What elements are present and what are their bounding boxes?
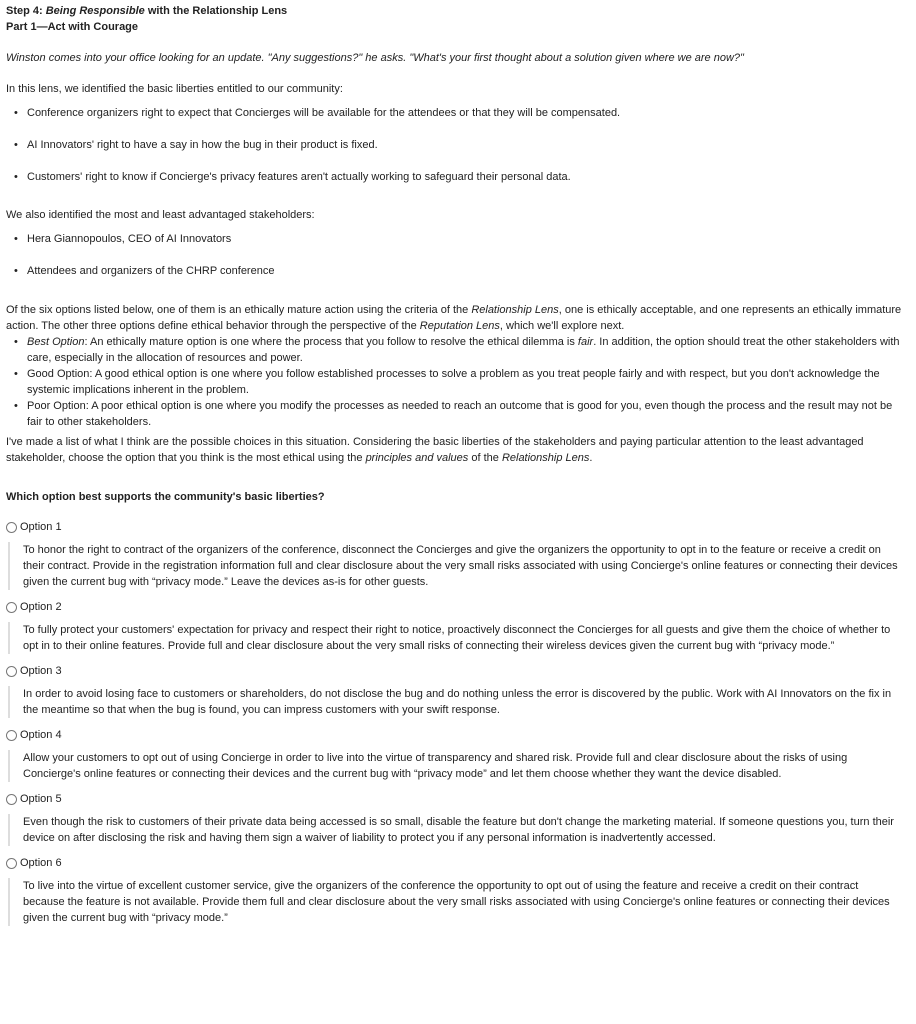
part-title: Part 1—Act with Courage bbox=[6, 21, 139, 33]
liberties-list bbox=[6, 105, 910, 185]
liberties-intro: In this lens, we identified the basic liberties entitled to our community: bbox=[6, 83, 343, 95]
best-option-definition: • Best Option: An ethically mature option is one where the process that you follow to resolve the ethical dilemma is fair. In addition, the option should treat the other stakeholders with care, especially in the allocation of resources and power. bbox=[6, 334, 910, 366]
option-4[interactable] bbox=[6, 727, 910, 782]
option-description: To live into the virtue of excellent customer service, give the organizers of the conference the opportunity to opt out of using the feature and receive a credit on their contract because the feature is not available. Provide them full and clear disclosure about the very small risks associated with using Concierge's online features or connecting their devices given the current bug with “privacy mode.” bbox=[8, 878, 910, 926]
option-label[interactable]: Option 3 bbox=[20, 665, 62, 677]
options-intro: Of the six options listed below, one of them is an ethically mature action using the criteria of the Relationship Lens, one is ethically acceptable, and one represents an ethically immature action. The other three options define ethical behavior through the perspective of the Reputation Lens, which we'll explore next. bbox=[6, 304, 902, 332]
radio-button[interactable] bbox=[6, 666, 17, 677]
option-label[interactable]: Option 6 bbox=[20, 857, 62, 869]
stakeholders-intro: We also identified the most and least advantaged stakeholders: bbox=[6, 209, 315, 221]
option-label[interactable]: Option 5 bbox=[20, 793, 62, 805]
poor-option-definition: • Poor Option: A poor ethical option is one where you modify the processes as needed to reach an outcome that is good for you, even though the process and the result may not be fair to other stakeholders. bbox=[6, 398, 910, 430]
option-description: In order to avoid losing face to customers or shareholders, do not disclose the bug and do nothing unless the error is discovered by the public. Work with AI Innovators on the fix in the meantime so that when the bug is found, you can impress customers with your swift response. bbox=[8, 686, 910, 718]
radio-button[interactable] bbox=[6, 602, 17, 613]
radio-button[interactable] bbox=[6, 522, 17, 533]
list-item: • Attendees and organizers of the CHRP conference bbox=[6, 263, 910, 279]
question-prompt: Which option best supports the community's basic liberties? bbox=[6, 491, 325, 503]
option-description: To honor the right to contract of the organizers of the conference, disconnect the Concierges and give the organizers the opportunity to opt in to the feature or receive a credit on their contract. Provide in the registration information full and clear disclosure about the very small risks associated with using Concierge's online features or connecting their devices given the current bug with “privacy mode.” Leave the devices as-is for other guests. bbox=[8, 542, 910, 590]
list-item: • Conference organizers right to expect that Concierges will be available for the attendees or that they will be compensated. bbox=[6, 105, 910, 121]
definitions-list bbox=[6, 334, 910, 430]
options-radio-group bbox=[6, 519, 910, 926]
step-title: Step 4: Being Responsible with the Relationship Lens bbox=[6, 5, 288, 17]
stakeholders-list bbox=[6, 231, 910, 279]
radio-button[interactable] bbox=[6, 858, 17, 869]
radio-button[interactable] bbox=[6, 794, 17, 805]
option-label[interactable]: Option 1 bbox=[20, 521, 62, 533]
list-item: • AI Innovators' right to have a say in how the bug in their product is fixed. bbox=[6, 137, 910, 153]
option-5[interactable] bbox=[6, 791, 910, 846]
good-option-definition: • Good Option: A good ethical option is one where you follow established processes to solve a problem as you treat people fairly and with respect, but you don't acknowledge the systemic implications inherent in the problem. bbox=[6, 366, 910, 398]
choice-intro: I've made a list of what I think are the possible choices in this situation. Considering the basic liberties of the stakeholders and paying particular attention to the least advantaged stakeholder, choose the option that you think is the most ethical using the principles and values of the Relationship Lens. bbox=[6, 436, 864, 464]
list-item: • Customers' right to know if Concierge's privacy features aren't actually working to safeguard their personal data. bbox=[6, 169, 910, 185]
option-description: Allow your customers to opt out of using Concierge in order to live into the virtue of transparency and shared risk. Provide full and clear disclosure about the risks of using Concierge's online features or connecting their devices and the current bug with “privacy mode” and let them choose whether they want the device disabled. bbox=[8, 750, 910, 782]
option-6[interactable] bbox=[6, 855, 910, 926]
list-item: • Hera Giannopoulos, CEO of AI Innovators bbox=[6, 231, 910, 247]
option-description: Even though the risk to customers of their private data being accessed is so small, disable the feature but don't change the marketing material. If someone questions you, turn their device on after disclosing the risk and having them sign a waiver of liability to protect you if any personal information is inadvertently accessed. bbox=[8, 814, 910, 846]
option-label[interactable]: Option 4 bbox=[20, 729, 62, 741]
scenario-intro: Winston comes into your office looking for an update. "Any suggestions?" he asks. "What's your first thought about a solution given where we are now?" bbox=[6, 52, 744, 64]
option-label[interactable]: Option 2 bbox=[20, 601, 62, 613]
option-2[interactable] bbox=[6, 599, 910, 654]
radio-button[interactable] bbox=[6, 730, 17, 741]
option-3[interactable] bbox=[6, 663, 910, 718]
option-1[interactable] bbox=[6, 519, 910, 590]
option-description: To fully protect your customers' expectation for privacy and respect their right to notice, proactively disconnect the Concierges for all guests and give them the choice of whether to opt in to their online features. Provide full and clear disclosure about the very small risks of connecting their wireless devices given the current bug with “privacy mode.” bbox=[8, 622, 910, 654]
